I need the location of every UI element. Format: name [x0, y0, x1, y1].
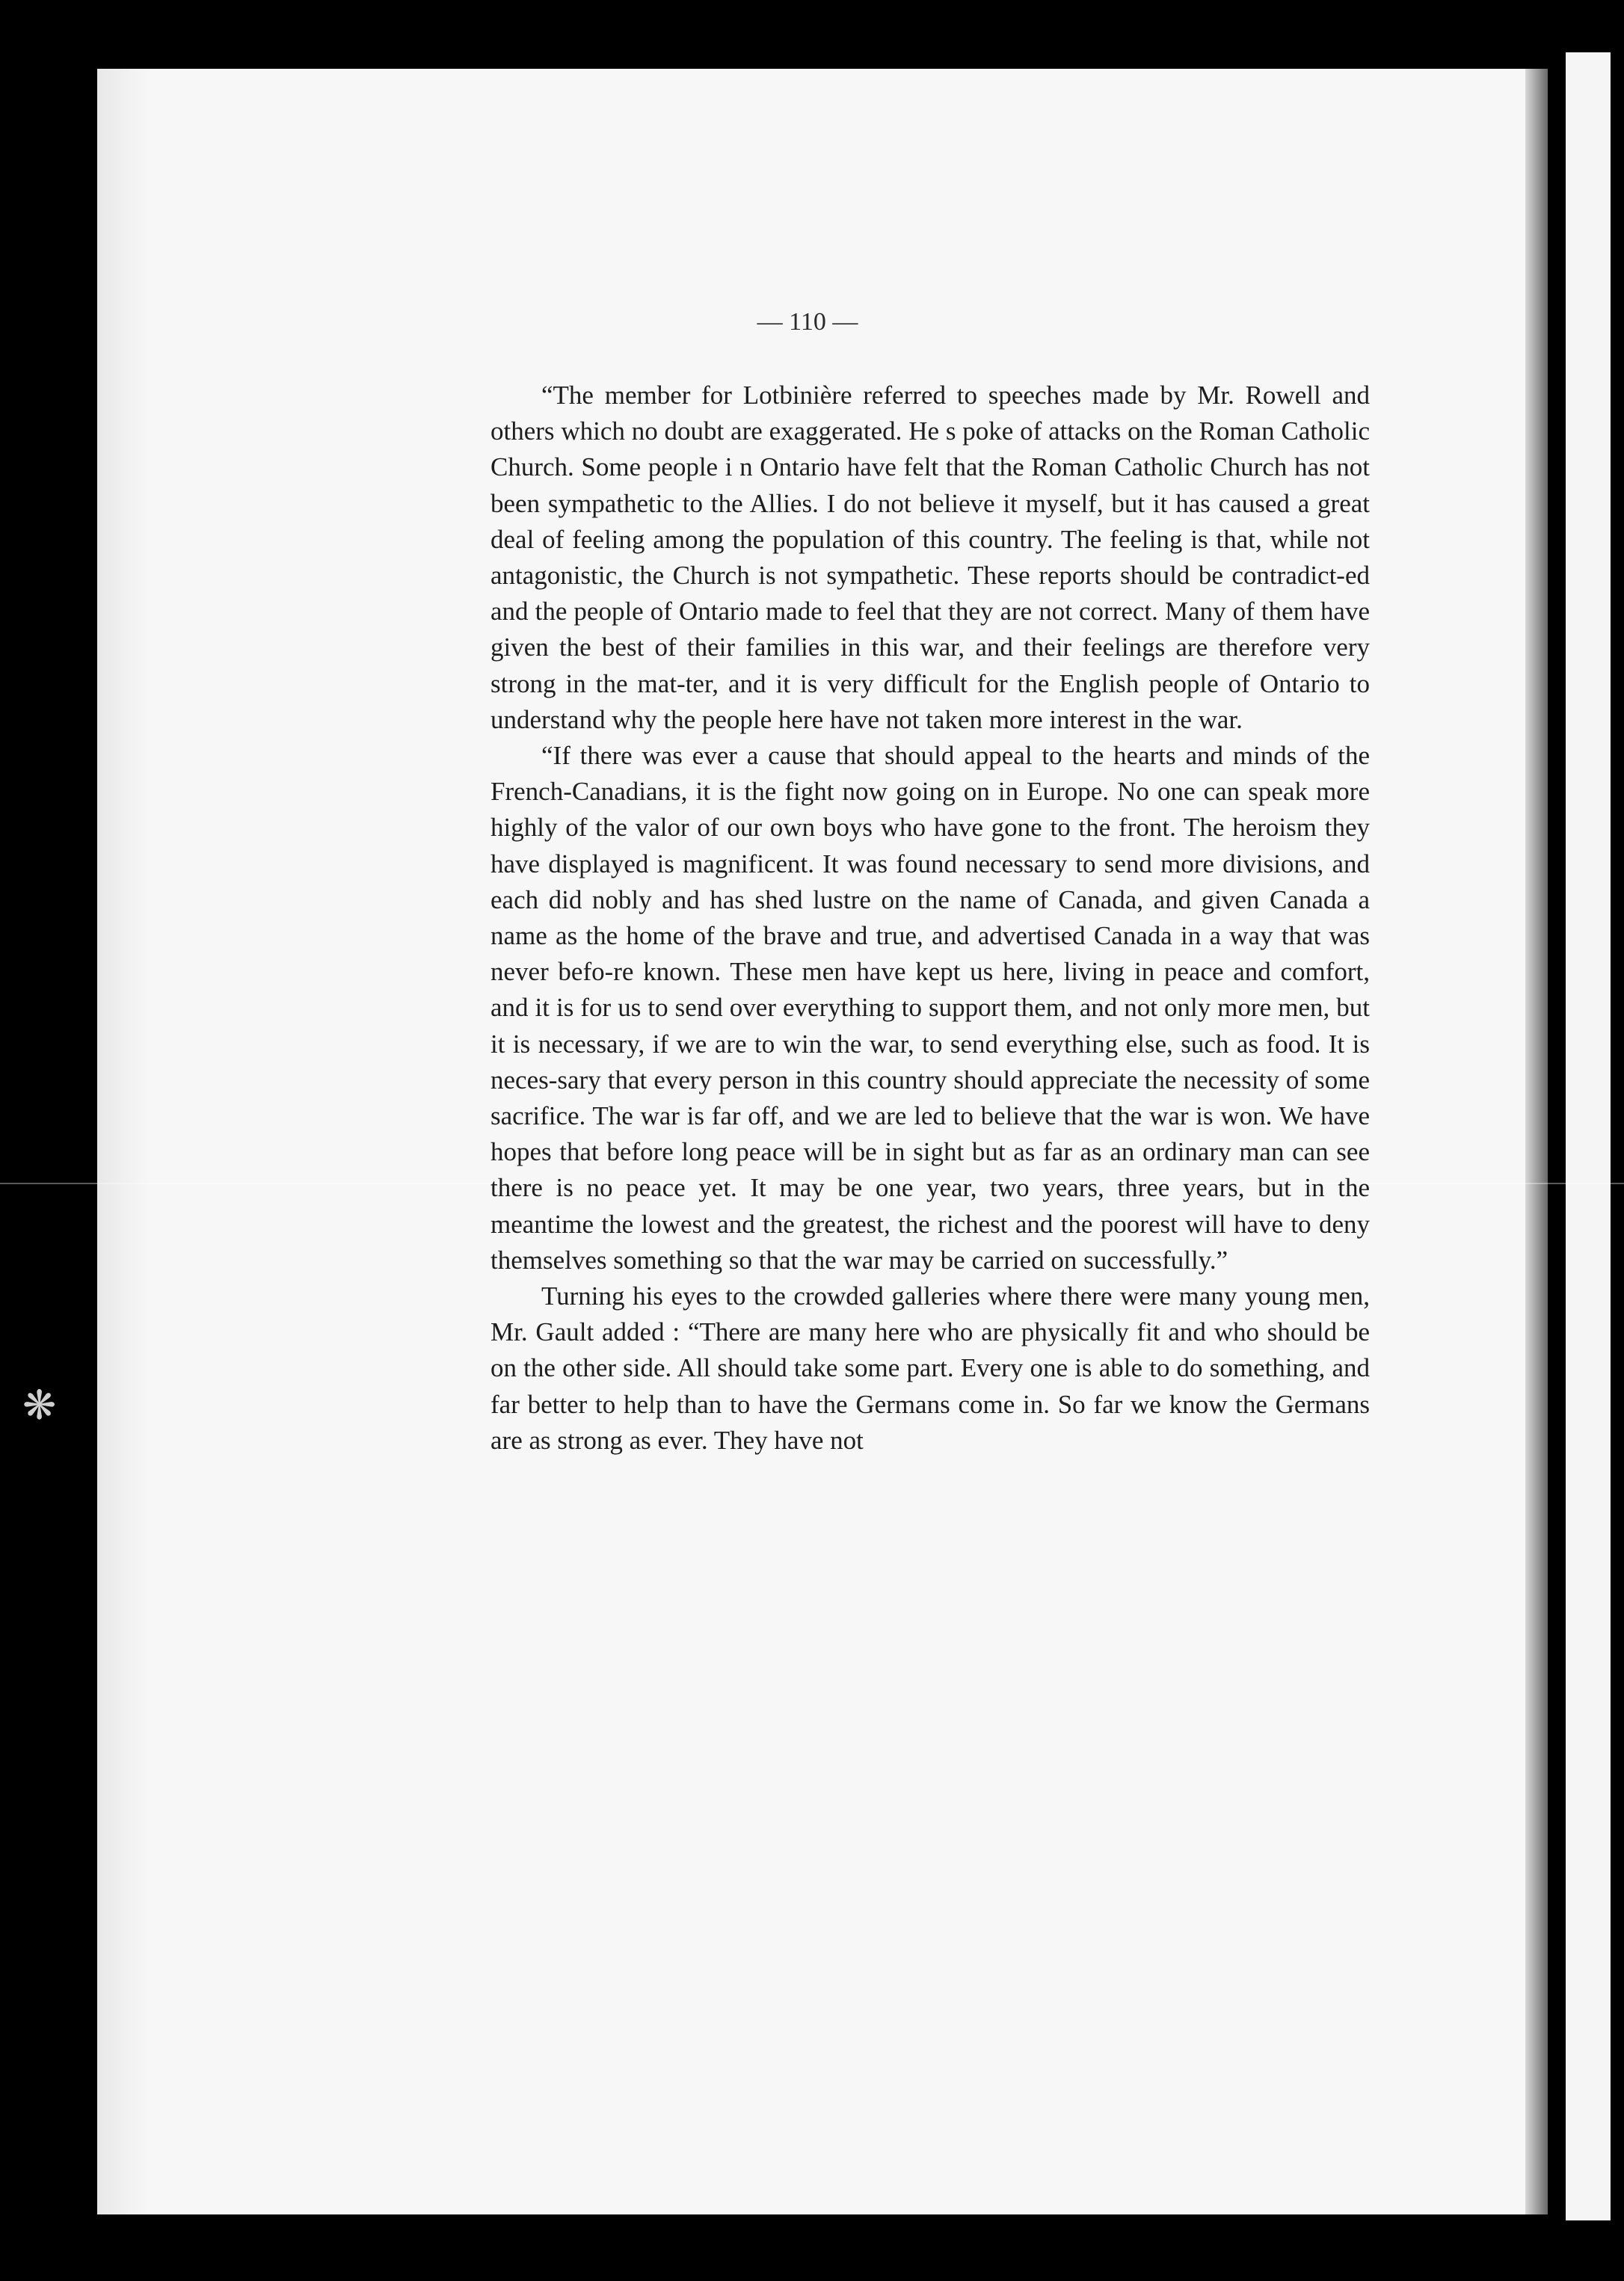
- paragraph: “The member for Lotbinière referred to speeches made by Mr. Rowell and others which no doubt are exaggerated. He s poke of attacks on the Roman Catholic Church. Some people i n Ontario have felt that the Roman Catholic Church has not been sympathetic to the Allies. I do not believe it myself, but it has caused a great deal of feeling among the population of this country. The feeling is that, while not antagonistic, the Church is not sympathetic. These reports should be contradict-ed and the people of Ontario made to feel that they are not correct. Many of them have given the best of their families in this war, and their feelings are therefore very strong in the mat-ter, and it is very difficult for the English people of Ontario to understand why the people here have not taken more interest in the war.: [490, 381, 1370, 734]
- page-number: — 110 —: [757, 308, 858, 336]
- page-edge-shading: [97, 69, 150, 2214]
- scan-speck-icon: ❋: [22, 1382, 57, 1429]
- binding-gutter-shadow: [1525, 69, 1548, 2214]
- paragraph: Turning his eyes to the crowded galleries where there were many young men, Mr. Gault added : “There are many here who are physically fit and who should be on the other side. All should take some part. Every one is able to do something, and far better to help than to have the Germans come in. So far we know the Germans are as strong as ever. They have not: [490, 1281, 1370, 1455]
- paragraph: “If there was ever a cause that should appeal to the hearts and minds of the French-Canadians, it is the fight now going on in Europe. No one can speak more highly of the valor of our own boys who have gone to the front. The heroism they have displayed is magnificent. It was found necessary to send more divisions, and each did nobly and has shed lustre on the name of Canada, and given Canada a name as the home of the brave and true, and advertised Canada in a way that was never befo-re known. These men have kept us here, living in peace and comfort, and it is for us to send over everything to support them, and not only more men, but it is necessary, if we are to win the war, to send everything else, such as food. It is neces-sary that every person in this country should appreciate the necessity of some sacrifice. The war is far off, and we are led to believe that the war is won. We have hopes that before long peace will be in sight but as far as an ordinary man can see there is no peace yet. It may be one year, two years, three years, but in the meantime the lowest and the greatest, the richest and the poorest will have to deny themselves something so that the war may be carried on successfully.”: [490, 741, 1370, 1275]
- body-text: [490, 378, 1370, 1459]
- adjacent-page-edge: [1566, 52, 1611, 2220]
